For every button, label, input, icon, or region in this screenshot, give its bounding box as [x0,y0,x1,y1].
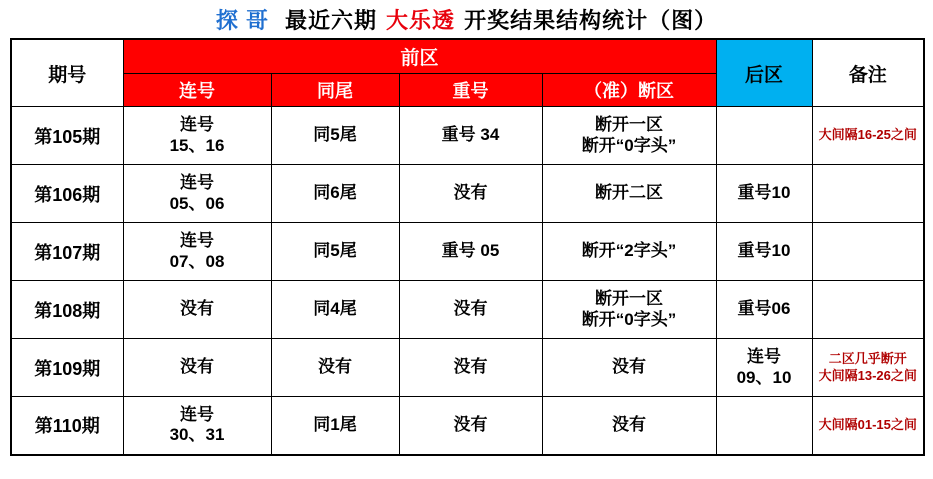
column-header-front-zone: 前区 [123,39,716,74]
cell-remark [812,281,924,339]
cell-repeat [399,281,542,339]
cell-remark [812,223,924,281]
cell-repeat [399,223,542,281]
column-header-back-zone: 后区 [716,39,812,107]
cell-break-zone-line: 没有 [612,415,646,435]
page-title [0,0,933,38]
cell-repeat-line: 没有 [453,415,488,435]
cell-same-tail-line: 同4尾 [313,299,357,319]
column-header-remark: 备注 [812,39,924,107]
cell-back-zone [716,281,812,339]
cell-same-tail [271,281,399,339]
table-row [11,397,924,455]
cell-consecutive-line: 没有 [180,357,214,377]
cell-repeat-line: 重号 34 [441,125,500,145]
cell-repeat [399,397,542,455]
cell-issue: 第105期 [11,107,123,165]
cell-break-zone-line: 断开“2字头” [581,241,677,261]
table-row [11,281,924,339]
column-header-break-zone: （准）断区 [542,74,716,107]
cell-consecutive [123,223,271,281]
cell-remark [812,107,924,165]
cell-break-zone-line: 断开“0字头” [581,135,677,155]
cell-back-zone-line: 连号 [747,347,782,367]
cell-consecutive [123,339,271,397]
cell-remark-line: 大间隔01-15之间 [818,417,917,433]
cell-same-tail-line: 同1尾 [313,415,357,435]
cell-back-zone [716,339,812,397]
cell-same-tail [271,223,399,281]
cell-consecutive [123,397,271,455]
cell-break-zone [542,397,716,455]
cell-repeat [399,107,542,165]
title-part2: 开奖结果结构统计（图） [464,7,718,33]
cell-same-tail-line: 同5尾 [313,125,357,145]
cell-repeat [399,165,542,223]
cell-consecutive-line: 07、08 [169,251,225,271]
cell-break-zone [542,223,716,281]
cell-issue: 第107期 [11,223,123,281]
cell-remark-line: 大间隔16-25之间 [818,127,917,143]
table-row [11,223,924,281]
cell-consecutive-line: 没有 [180,299,214,319]
title-part1: 最近六期 [285,7,378,33]
table-body [11,107,924,455]
cell-consecutive-line: 05、06 [169,193,225,213]
cell-issue: 第110期 [11,397,123,455]
cell-back-zone [716,165,812,223]
cell-break-zone-line: 没有 [612,357,646,377]
table-row [11,339,924,397]
cell-consecutive [123,281,271,339]
cell-same-tail [271,397,399,455]
cell-break-zone [542,107,716,165]
cell-consecutive-line: 连号 [180,405,214,425]
cell-same-tail-line: 同5尾 [313,241,357,261]
cell-break-zone-line: 断开“0字头” [581,309,677,329]
cell-back-zone-line: 重号10 [737,241,791,261]
cell-break-zone [542,165,716,223]
cell-repeat-line: 重号 05 [441,241,500,261]
cell-back-zone [716,223,812,281]
cell-break-zone [542,281,716,339]
cell-repeat [399,339,542,397]
table-header-row-1 [11,39,924,74]
cell-remark [812,397,924,455]
column-header-same-tail: 同尾 [271,74,399,107]
cell-same-tail-line: 没有 [318,357,352,377]
cell-same-tail [271,165,399,223]
table-head [11,39,924,107]
cell-repeat-line: 没有 [453,357,488,377]
cell-remark-line: 大间隔13-26之间 [818,367,917,383]
cell-break-zone-line: 断开一区 [595,115,663,135]
results-table [10,38,925,456]
table-row [11,165,924,223]
table-row [11,107,924,165]
cell-issue: 第109期 [11,339,123,397]
cell-back-zone-line: 重号06 [737,299,791,319]
cell-repeat-line: 没有 [453,183,488,203]
cell-same-tail [271,107,399,165]
cell-break-zone-line: 断开一区 [595,289,663,309]
title-brand: 探 哥 [215,7,270,33]
cell-consecutive [123,107,271,165]
cell-back-zone [716,107,812,165]
cell-back-zone-line: 09、10 [736,367,792,387]
cell-remark-line: 二区几乎断开 [828,351,907,367]
cell-remark [812,339,924,397]
column-header-repeat: 重号 [399,74,542,107]
cell-issue: 第106期 [11,165,123,223]
cell-same-tail-line: 同6尾 [313,183,357,203]
cell-consecutive-line: 连号 [180,231,214,251]
cell-consecutive-line: 连号 [180,173,214,193]
cell-back-zone [716,397,812,455]
cell-consecutive-line: 连号 [180,115,214,135]
cell-consecutive [123,165,271,223]
cell-same-tail [271,339,399,397]
cell-consecutive-line: 15、16 [169,135,225,155]
cell-remark [812,165,924,223]
cell-back-zone-line: 重号10 [737,183,791,203]
cell-consecutive-line: 30、31 [169,425,225,445]
column-header-issue: 期号 [11,39,123,107]
cell-break-zone [542,339,716,397]
cell-repeat-line: 没有 [453,299,488,319]
title-lottery-name: 大乐透 [386,7,456,33]
cell-break-zone-line: 断开二区 [595,183,663,203]
cell-issue: 第108期 [11,281,123,339]
column-header-consecutive: 连号 [123,74,271,107]
